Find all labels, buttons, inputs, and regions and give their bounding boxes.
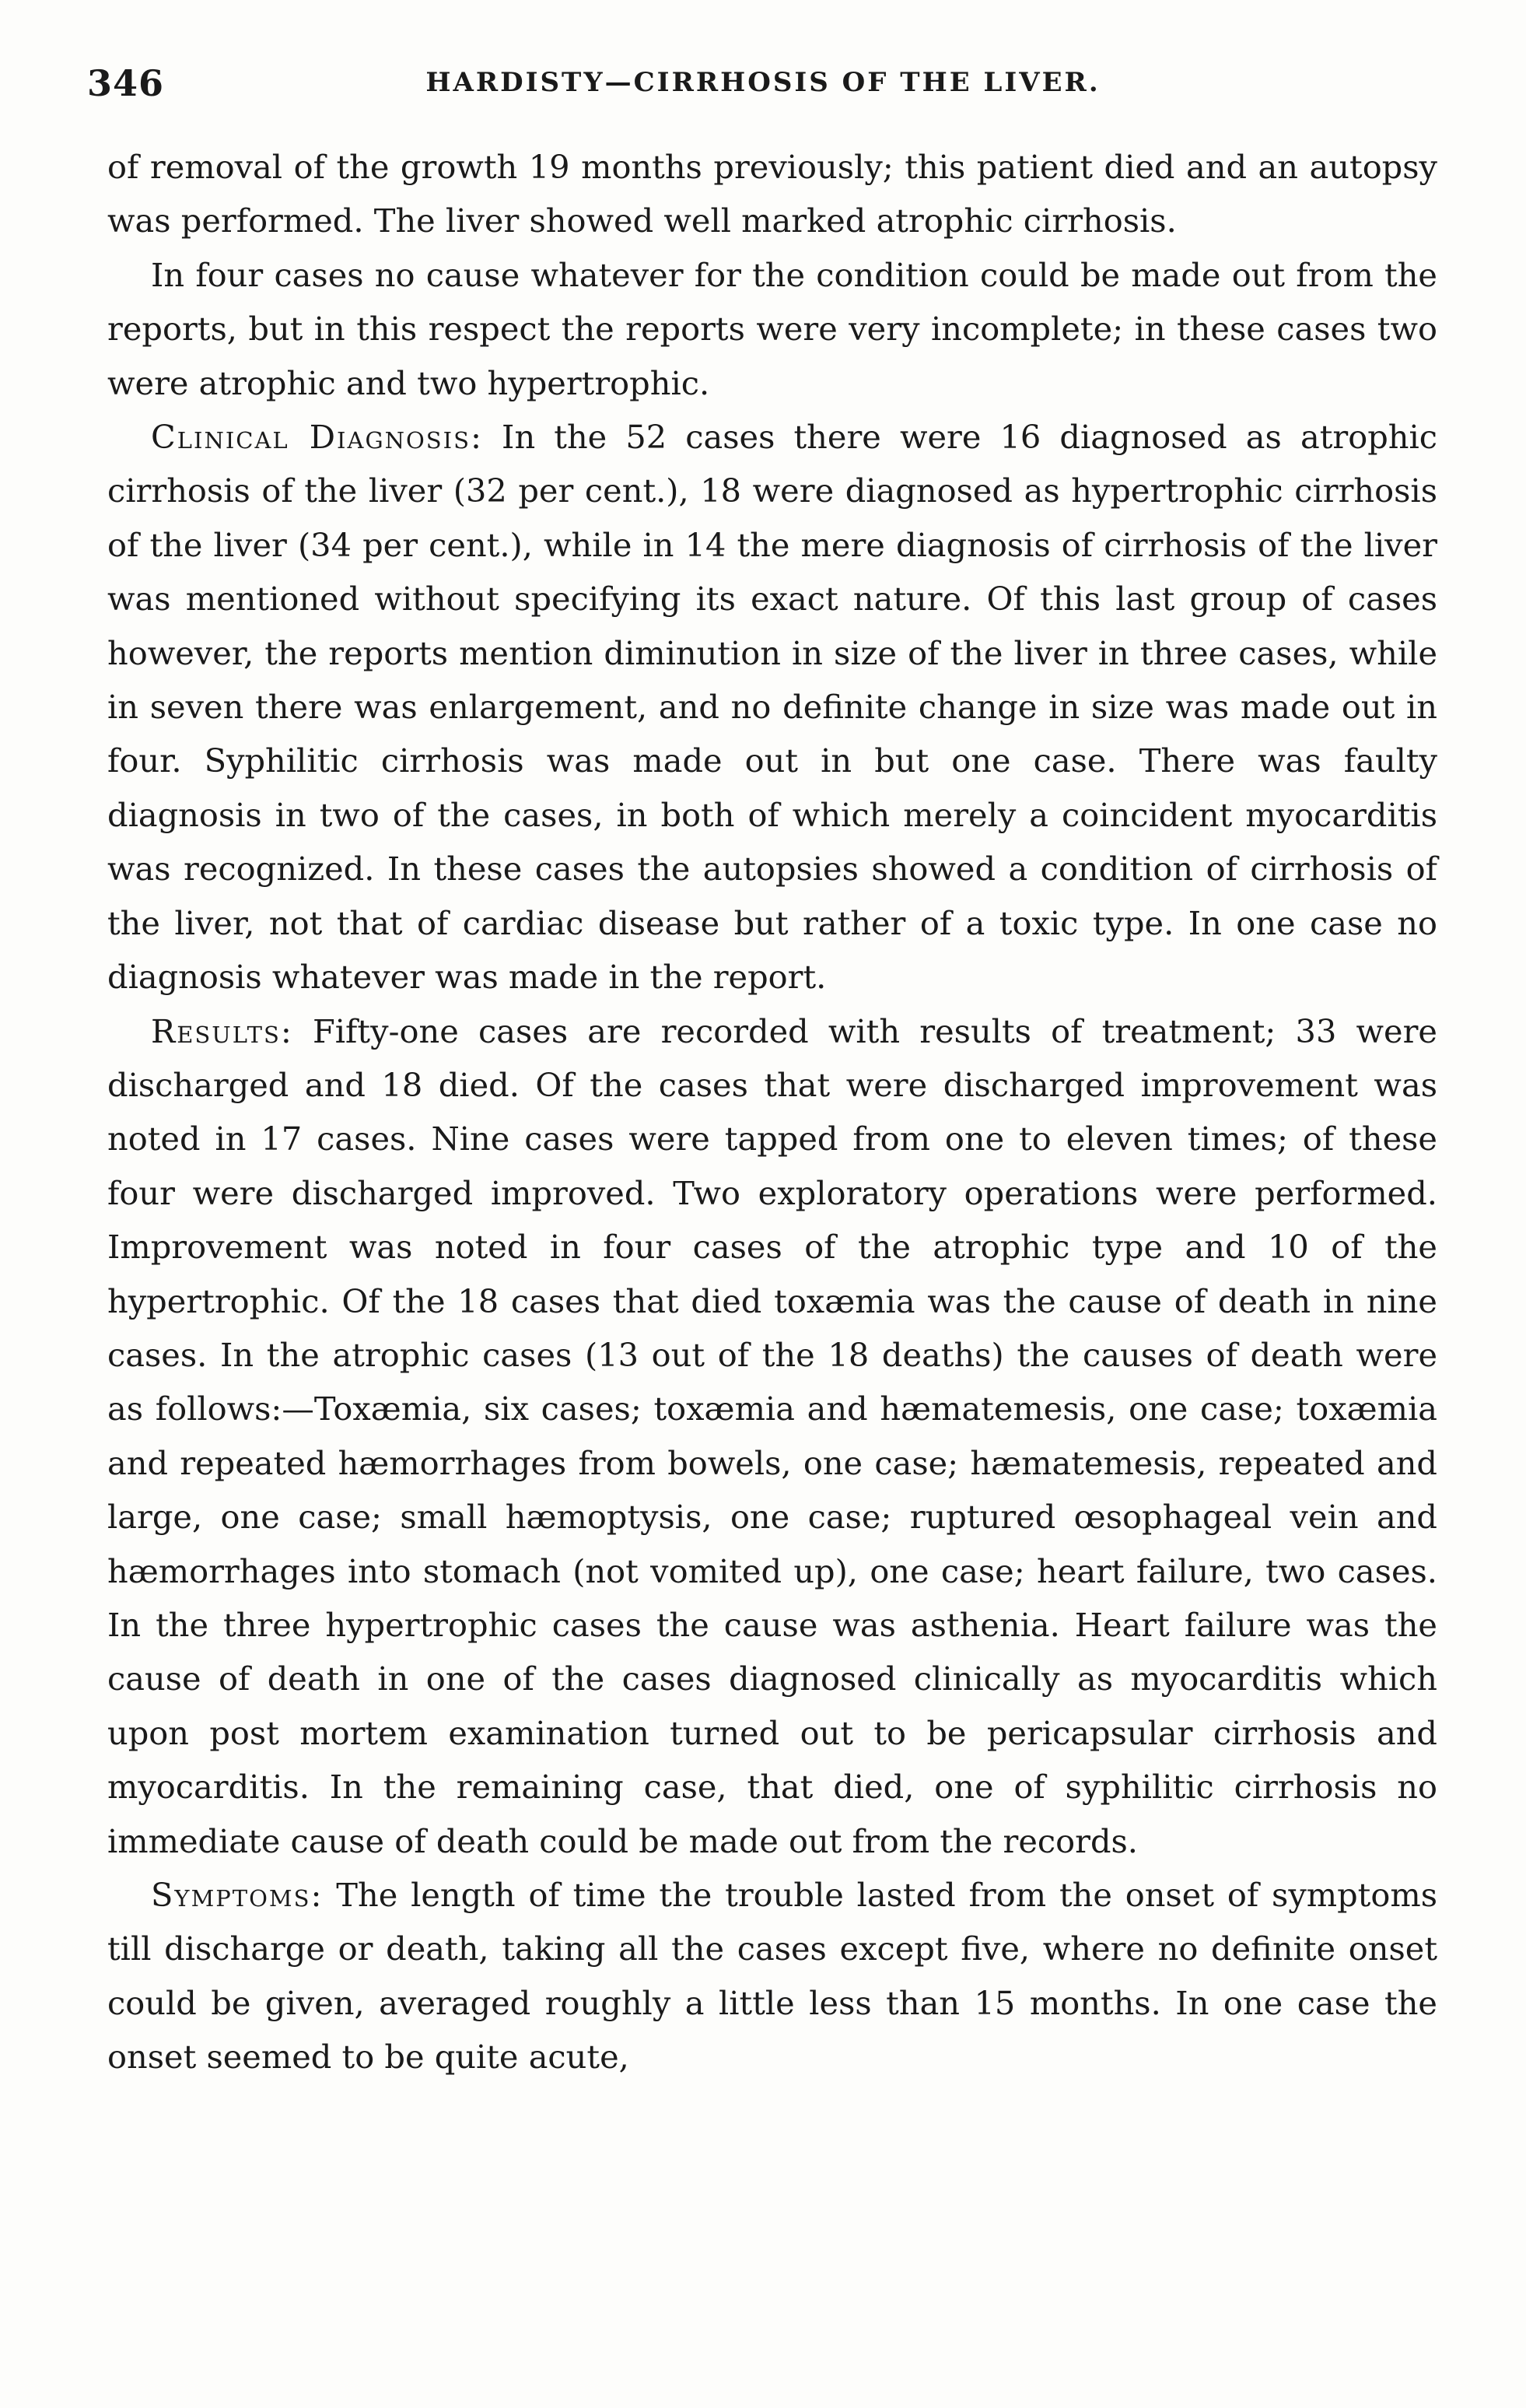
section-heading: Clinical Diagnosis: [151,418,483,457]
section-heading: Results: [151,1011,293,1050]
paragraph-symptoms [107,1868,1437,2084]
paragraph-four-cases [107,248,1437,410]
section-heading: Symptoms: [151,1876,324,1914]
paragraph-results [107,1004,1437,1869]
page-header [0,62,1526,117]
body-text [107,140,1437,2084]
paragraph-text: of removal of the growth 19 months previously; this patient died and an autopsy was performed. The liver showed well marked atrophic cirrhosis. [107,148,1437,240]
paragraph-clinical-diagnosis [107,410,1437,1004]
paragraph-text: Fifty-one cases are recorded with results of treatment; 33 were discharged and 18 died. Of the cases that were discharged improvement was noted in 17 cases. Nine cases were tapped from one to eleven times; of these four were discharged improved. Two exploratory operations were performed. Improvement was noted in four cases of the atrophic type and 10 of the hypertrophic. Of the 18 cases that died toxæmia was the cause of death in nine cases. In the atrophic cases (13 out of the 18 deaths) the causes of death were as follows:—Toxæmia, six cases; toxæmia and hæmatemesis, one case; toxæmia and repeated hæmorrhages from bowels, one case; hæmatemesis, repeated and large, one case; small hæmoptysis, one case; ruptured œsophageal vein and hæmorrhages into stomach (not vomited up), one case; heart failure, two cases. In the three hypertrophic cases the cause was asthenia. Heart failure was the cause of death in one of the cases diagnosed clinically as myocarditis which upon post mortem examination turned out to be pericapsular cirrhosis and myocarditis. In the remaining case, that died, one of syphilitic cirrhosis no immediate cause of death could be made out from the records. [107,1011,1437,1860]
running-head: HARDISTY—CIRRHOSIS OF THE LIVER. [425,67,1101,98]
paragraph-continuation [107,140,1437,248]
paragraph-text: In four cases no cause whatever for the condition could be made out from the reports, but in this respect the reports were very incomplete; in these cases two were atrophic and two hypertrophic. [107,255,1437,402]
paragraph-text: The length of time the trouble lasted from the onset of symptoms till discharge or death, taking all the cases except five, where no definite onset could be given, averaged roughly a little less than 15 months. In one case the onset seemed to be quite acute, [107,1876,1437,2077]
paragraph-text: In the 52 cases there were 16 diagnosed as atrophic cirrhosis of the liver (32 per cent.), 18 were diagnosed as hypertrophic cirrhosis of the liver (34 per cent.), while in 14 the mere diagnosis of cirrhosis of the liver was mentioned without specifying its exact nature. Of this last group of cases however, the reports mention diminution in size of the liver in three cases, while in seven there was enlargement, and no definite change in size was made out in four. Syphilitic cirrhosis was made out in but one case. There was faulty diagnosis in two of the cases, in both of which merely a coincident myocarditis was recognized. In these cases the autopsies showed a condition of cirrhosis of the liver, not that of cardiac disease but rather of a toxic type. In one case no diagnosis whatever was made in the report. [107,418,1437,997]
page-number: 346 [87,62,165,104]
